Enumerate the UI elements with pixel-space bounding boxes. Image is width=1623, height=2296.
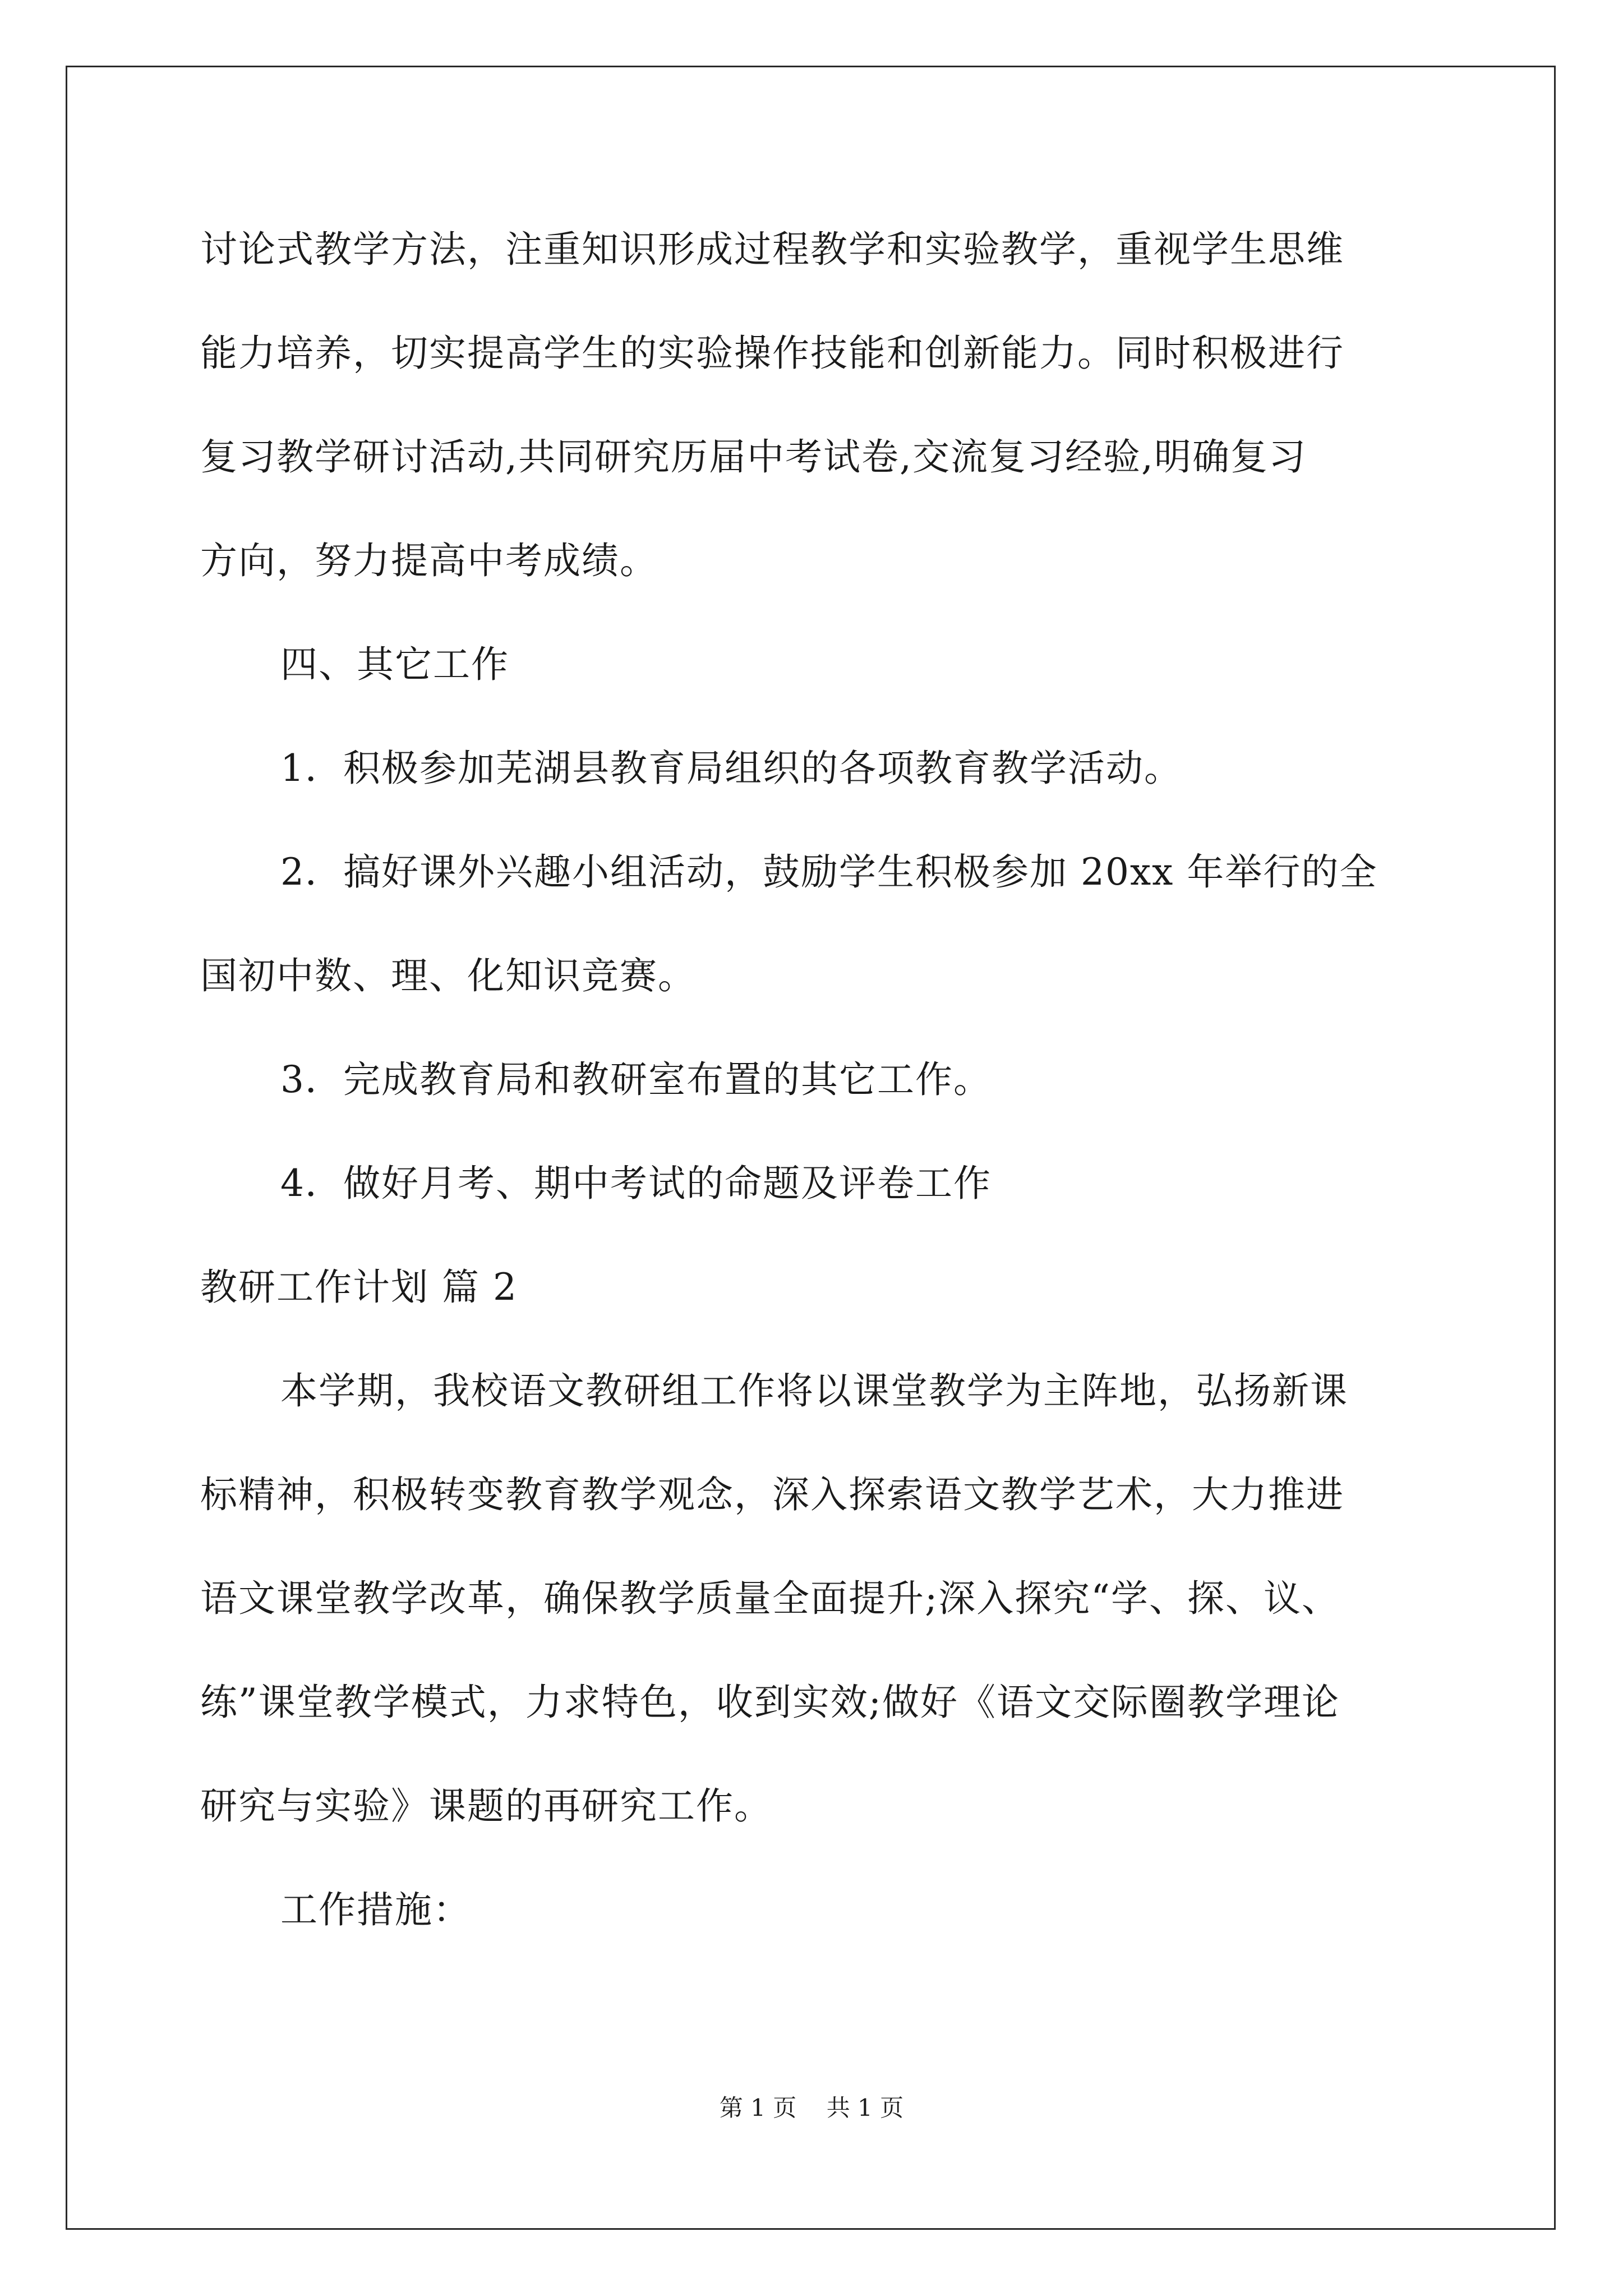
paragraph-line: 能力培养，切实提高学生的实验操作技能和创新能力。同时积极进行: [200, 332, 1344, 375]
paragraph-line: 研究与实验》课题的再研究工作。: [200, 1784, 772, 1828]
section-heading: 四、其它工作: [280, 643, 509, 686]
list-item: 3．完成教育局和教研室布置的其它工作。: [280, 1058, 992, 1101]
list-item: 1．积极参加芜湖县教育局组织的各项教育教学活动。: [280, 747, 1182, 790]
section-title: 教研工作计划 篇 2: [200, 1266, 518, 1309]
list-item: 4．做好月考、期中考试的命题及评卷工作: [280, 1162, 992, 1205]
section-heading: 工作措施：: [280, 1888, 471, 1931]
paragraph-line: 标精神，积极转变教育教学观念，深入探索语文教学艺术，大力推进: [200, 1473, 1344, 1516]
paragraph-line: 国初中数、理、化知识竞赛。: [200, 954, 696, 997]
paragraph-line: 本学期，我校语文教研组工作将以课堂教学为主阵地，弘扬新课: [280, 1369, 1348, 1412]
paragraph-line: 讨论式教学方法，注重知识形成过程教学和实验教学，重视学生思维: [200, 228, 1344, 271]
page-number-footer: 第 1 页 共 1 页: [719, 2094, 904, 2122]
paragraph-line: 方向，努力提高中考成绩。: [200, 539, 658, 582]
list-item: 2．搞好课外兴趣小组活动，鼓励学生积极参加 20xx 年举行的全: [280, 850, 1378, 894]
paragraph-line: 语文课堂教学改革，确保教学质量全面提升;深入探究“学、探、议、: [200, 1577, 1340, 1620]
paragraph-line: 练”课堂教学模式，力求特色，收到实效;做好《语文交际圈教学理论: [200, 1681, 1340, 1724]
paragraph-line: 复习教学研讨活动,共同研究历届中考试卷,交流复习经验,明确复习: [200, 435, 1307, 478]
